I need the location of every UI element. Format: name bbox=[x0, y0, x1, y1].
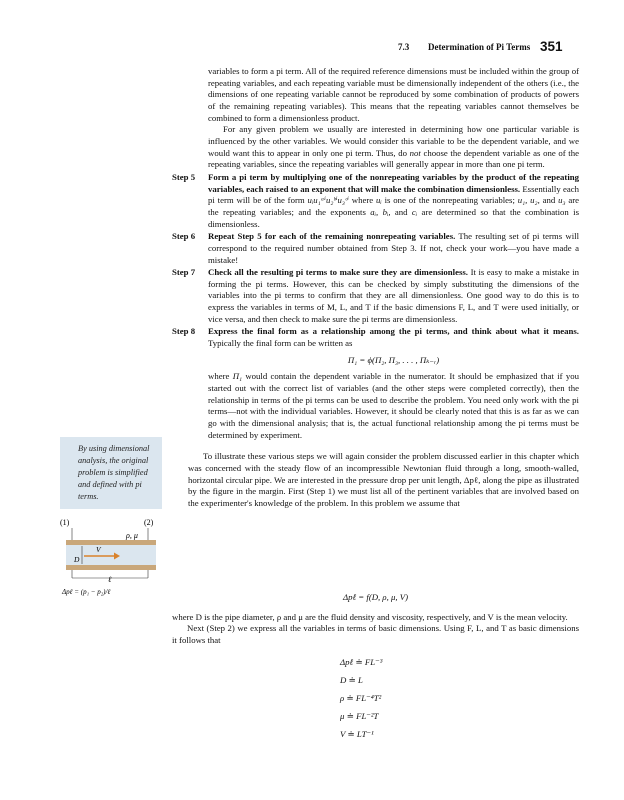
dimension-list bbox=[172, 653, 579, 743]
figure-caption: Δpℓ = (p₁ − p₂)/ℓ bbox=[62, 588, 111, 596]
step-5 bbox=[172, 172, 579, 230]
pipe-fluid bbox=[66, 545, 156, 565]
length-label: ℓ bbox=[108, 575, 112, 584]
pipe-figure bbox=[58, 516, 166, 598]
pipe-wall-top bbox=[66, 540, 156, 545]
paragraph-6: Next (Step 2) we express all the variables in terms of basic dimensions. Using F, L, and T as basic dimensions it follows that bbox=[172, 623, 579, 645]
paragraph-4: To illustrate these various steps we will again consider the problem discussed earlier in this chapter which was concerned with the steady flow of an incompressible Newtonian fluid through a long, smooth-walled, horizontal circular pipe. We are interested in the pressure drop per unit length, Δpℓ, along the pipe as illustrated by the figure in the margin. First (Step 1) we must list all of the pertinent variables that are involved based on the experimenter's knowledge of the problem. In this problem we assume that bbox=[188, 451, 579, 508]
page-number: 351 bbox=[540, 39, 563, 54]
main-text-lower bbox=[172, 592, 579, 747]
step-label: Step 5 bbox=[172, 171, 196, 182]
margin-note-text: By using dimensional analysis, the original problem is simplified and defined with pi terms. bbox=[78, 444, 150, 501]
label-section-1: (1) bbox=[60, 518, 70, 527]
step-text: Form a pi term by multiplying one of the nonrepeating variables by the product of the repeating variables, each raised to an exponent that will make the combination dimensionless. Essentially each pi term will be of the form uᵢu₁ᵃⁱu₂ᵇⁱu₃ᶜⁱ where uᵢ is one of the nonrepeating variables; u₁, u₂, and u₃ are the repeating variables; and the exponents aᵢ, bᵢ, and cᵢ are determined so that the combination is dimensionless. bbox=[208, 171, 579, 229]
dimension-item: ρ ≐ FL⁻⁴T² bbox=[340, 692, 382, 703]
step-label: Step 8 bbox=[172, 326, 196, 337]
label-section-2: (2) bbox=[144, 518, 154, 527]
equation-pi-relationship: Π₁ = ϕ(Π₂, Π₃, . . . , Πₖ₋ᵣ) bbox=[347, 354, 440, 365]
paragraph-1: variables to form a pi term. All of the required reference dimensions must be included within the group of repeating variables, and each repeating variable must be dimensionally independent of the others (i.e., the dimensions of one repeating variable cannot be reproduced by some combination of products of powers of the remaining repeating variables). This means that the repeating variables cannot themselves be combined to form a dimensionless product. bbox=[208, 66, 579, 123]
step-text: Repeat Step 5 for each of the remaining nonrepeating variables. The resulting set of pi terms will correspond to the required number obtained from Step 3. If not, check your work—you have made a mistake! bbox=[208, 231, 579, 265]
margin-note bbox=[60, 437, 162, 509]
step-label: Step 7 bbox=[172, 267, 196, 278]
paragraph-3: where Π₁ would contain the dependent variable in the numerator. It should be emphasized that if you started out with the correct list of variables (and the other steps were completed correctly), then the relationship in terms of the pi terms can be used to describe the problem. You need only work with the pi terms—not with the individual variables. However, it should be clearly noted that this is as far as we can go with the dimensional analysis; that is, the actual functional relationship among the pi terms must be determined by experiment. bbox=[208, 371, 579, 440]
step-8 bbox=[172, 326, 579, 349]
velocity-label: V bbox=[96, 545, 101, 554]
step-text: Check all the resulting pi terms to make sure they are dimensionless. It is easy to make a mistake in forming the pi terms. However, this can be checked by simply substituting the dimensions of the variables into the pi terms to confirm that they are all dimensionless. One good way to do this is to express the variables in terms of M, L, and T if the basic dimensions F, L, and T were used initially, or vice versa, and then check to make sure the pi terms are dimensionless. bbox=[208, 267, 579, 324]
step-text: Express the final form as a relationship among the pi terms, and think about what it means. Typically the final form can be written as bbox=[208, 326, 579, 349]
running-header bbox=[0, 40, 624, 56]
step-7 bbox=[172, 267, 579, 325]
main-text bbox=[172, 66, 579, 510]
dimension-item: Δpℓ ≐ FL⁻³ bbox=[340, 656, 383, 667]
section-title: Determination of Pi Terms bbox=[428, 42, 531, 52]
paragraph-2: For any given problem we usually are interested in determining how one particular variable is influenced by the other variables. We would consider this variable to be the dependent variable, and we would want this to appear in only one pi term. Thus, do not choose the dependent variable as one of the repeating variables, since the repeating variables will generally appear in more than one pi term. bbox=[208, 124, 579, 170]
step-6 bbox=[172, 231, 579, 266]
dimension-item: V ≐ LT⁻¹ bbox=[340, 728, 374, 739]
rho-mu-label: ρ, μ bbox=[126, 531, 138, 540]
diameter-label: D bbox=[74, 555, 80, 564]
section-number: 7.3 bbox=[398, 42, 410, 52]
dimension-item: μ ≐ FL⁻²T bbox=[340, 710, 379, 721]
equation-pressure-drop: Δpℓ = f(D, ρ, μ, V) bbox=[342, 592, 409, 602]
paragraph-5: where D is the pipe diameter, ρ and μ are the fluid density and viscosity, respectively, and V is the mean velocity. bbox=[172, 611, 568, 622]
dimension-item: D ≐ L bbox=[340, 674, 363, 685]
pipe-wall-bottom bbox=[66, 565, 156, 570]
step-label: Step 6 bbox=[172, 231, 196, 242]
